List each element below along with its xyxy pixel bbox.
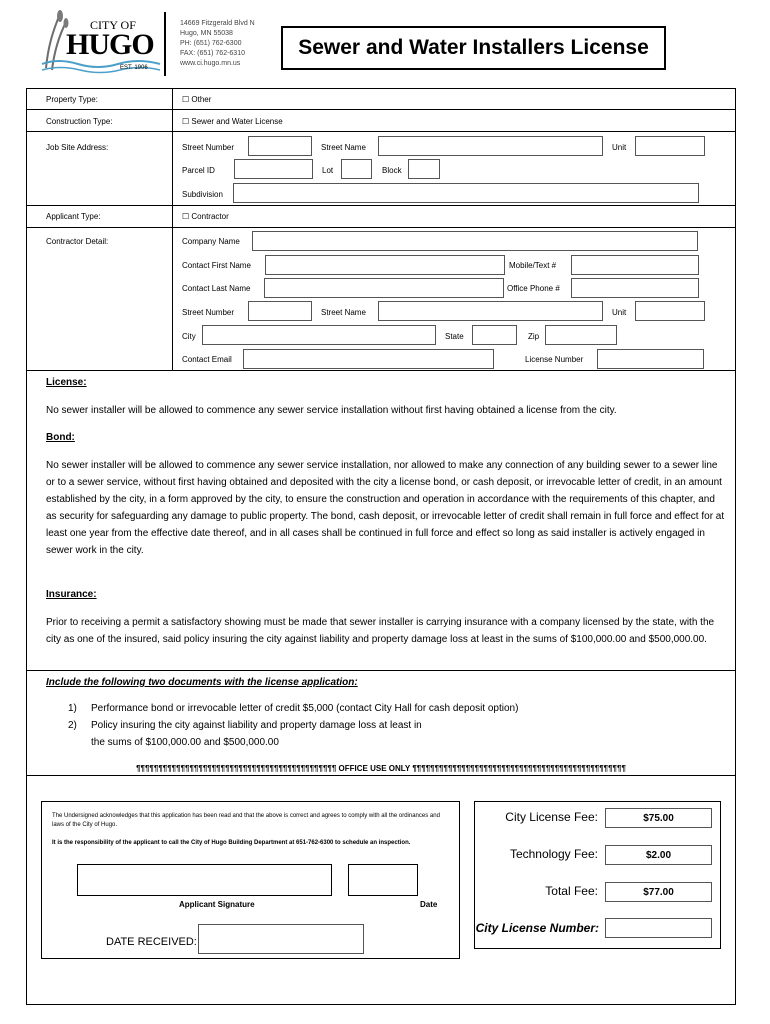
contact-first-name-label: Contact First Name — [182, 261, 251, 270]
row-divider — [27, 205, 735, 206]
office-phone-input[interactable] — [571, 278, 699, 298]
job-street-name-input[interactable] — [378, 136, 603, 156]
state-label: State — [445, 332, 464, 341]
license-heading: License: — [46, 377, 87, 388]
zip-label: Zip — [528, 332, 540, 341]
job-site-label: Job Site Address: — [46, 143, 109, 152]
address-line: 14669 Fitzgerald Blvd N — [180, 20, 255, 27]
row-divider — [27, 131, 735, 132]
city-license-number-label: City License Number: — [475, 921, 599, 935]
title-box — [281, 26, 666, 70]
contractor-checkbox[interactable]: ☐ Contractor — [182, 212, 229, 221]
logo-city-of: CITY OF — [90, 18, 136, 32]
job-street-number-label: Street Number — [182, 143, 235, 152]
city-address — [180, 19, 255, 69]
license-form — [26, 88, 736, 1005]
fee-box — [474, 801, 721, 949]
office-phone-label: Office Phone # — [507, 284, 560, 293]
subdivision-label: Subdivision — [182, 190, 223, 199]
parcel-id-label: Parcel ID — [182, 166, 215, 175]
logo-divider — [164, 12, 166, 76]
contractor-street-name-label: Street Name — [321, 308, 366, 317]
signature-input[interactable] — [77, 864, 332, 896]
technology-fee-value: $2.00 — [605, 845, 712, 865]
pilcrow-run: ¶¶¶¶¶¶¶¶¶¶¶¶¶¶¶¶¶¶¶¶¶¶¶¶¶¶¶¶¶¶¶¶¶¶¶¶¶¶¶¶¶¶¶¶¶¶¶¶ — [412, 764, 626, 773]
insurance-heading: Insurance: — [46, 589, 97, 600]
document-item: Performance bond or irrevocable letter of credit $5,000 (contact City Hall for cash deposit option) — [91, 703, 519, 714]
pilcrow-run: ¶¶¶¶¶¶¶¶¶¶¶¶¶¶¶¶¶¶¶¶¶¶¶¶¶¶¶¶¶¶¶¶¶¶¶¶¶¶¶¶¶¶¶¶¶ — [136, 764, 337, 773]
city-license-fee-label: City License Fee: — [505, 810, 598, 824]
technology-fee-label: Technology Fee: — [509, 847, 598, 861]
signature-label: Applicant Signature — [179, 900, 255, 909]
block-label: Block — [382, 166, 402, 175]
contractor-street-name-input[interactable] — [378, 301, 603, 321]
row-divider — [27, 370, 735, 371]
mobile-input[interactable] — [571, 255, 699, 275]
address-line: www.ci.hugo.mn.us — [180, 60, 241, 67]
page-title: Sewer and Water Installers License — [298, 36, 649, 59]
city-license-number-input[interactable] — [605, 918, 712, 938]
contact-first-name-input[interactable] — [265, 255, 505, 275]
office-use-divider — [27, 764, 735, 773]
contractor-unit-label: Unit — [612, 308, 627, 317]
address-line: FAX: (651) 762-6310 — [180, 50, 245, 57]
row-divider — [27, 227, 735, 228]
contractor-street-number-input[interactable] — [248, 301, 312, 321]
logo-est: EST. 1906 — [120, 65, 148, 71]
city-label: City — [182, 332, 196, 341]
lot-input[interactable] — [341, 159, 372, 179]
row-divider — [27, 775, 735, 776]
bond-text: No sewer installer will be allowed to commence any sewer service installation, nor allowed to make any connection of any building sewer to a sewer line or to a sewer service, without first having obtained and deposited with the city a license bond, or cash deposit, or irrevocable letter of credit, in an amount established by the city, in a form approved by the city, to ensure the construction and operation in accordance with the requirements of this chapter, and as security for safeguarding any damage to public property. The bond, cash deposit, or irrevocable letter of credit shall remain in full force and effect for at least one year from the effective date thereof, and in all cases shall be continued in full force and effect so long as said installer is actively engaged in sewer work in the city. — [46, 460, 725, 556]
row-divider — [27, 109, 735, 110]
sewer-water-license-checkbox[interactable]: ☐ Sewer and Water License — [182, 117, 283, 126]
document-num: 2) — [68, 720, 77, 731]
parcel-id-input[interactable] — [234, 159, 313, 179]
property-type-other-checkbox[interactable]: ☐ Other — [182, 95, 212, 104]
contact-email-label: Contact Email — [182, 355, 232, 364]
bond-heading: Bond: — [46, 432, 75, 443]
ack-text: The Undersigned acknowledges that this application has been read and that the above is correct and agrees to comply with all the ordinances and laws of the City of Hugo. — [52, 813, 440, 828]
date-received-input[interactable] — [198, 924, 364, 954]
job-street-name-label: Street Name — [321, 143, 366, 152]
block-input[interactable] — [408, 159, 440, 179]
city-logo — [38, 8, 164, 76]
company-name-input[interactable] — [252, 231, 698, 251]
address-line: PH: (651) 762-6300 — [180, 40, 242, 47]
job-unit-label: Unit — [612, 143, 627, 152]
subdivision-input[interactable] — [233, 183, 699, 203]
mobile-label: Mobile/Text # — [509, 261, 557, 270]
acknowledgement-box — [41, 801, 460, 959]
document-item: Policy insuring the city against liability and property damage loss at least in — [91, 720, 422, 731]
license-text: No sewer installer will be allowed to commence any sewer service installation without first having obtained a license from the city. — [46, 405, 617, 416]
total-fee-label: Total Fee: — [545, 884, 598, 898]
company-name-label: Company Name — [182, 237, 240, 246]
city-license-fee-value: $75.00 — [605, 808, 712, 828]
city-input[interactable] — [202, 325, 436, 345]
ack-bold-text: It is the responsibility of the applicant to call the City of Hugo Building Department at 651-762-6300 to schedule an inspection. — [52, 840, 411, 846]
job-unit-input[interactable] — [635, 136, 705, 156]
date-label: Date — [420, 900, 438, 909]
row-divider — [27, 670, 735, 671]
license-number-label: License Number — [525, 355, 584, 364]
contact-email-input[interactable] — [243, 349, 494, 369]
state-input[interactable] — [472, 325, 517, 345]
insurance-text: Prior to receiving a permit a satisfactory showing must be made that sewer installer is carrying insurance with a company licensed by the state, with the city as one of the insured, said policy insuring the city against liability and property damage loss at least in the sums of $100,000.00 and $500,000.00. — [46, 617, 715, 645]
contractor-street-number-label: Street Number — [182, 308, 235, 317]
contractor-unit-input[interactable] — [635, 301, 705, 321]
office-use-only-label: OFFICE USE ONLY — [338, 764, 411, 773]
total-fee-value: $77.00 — [605, 882, 712, 902]
job-street-number-input[interactable] — [248, 136, 312, 156]
logo-hugo: HUGO — [66, 28, 154, 61]
contact-last-name-input[interactable] — [264, 278, 504, 298]
contact-last-name-label: Contact Last Name — [182, 284, 251, 293]
date-received-label: DATE RECEIVED: — [106, 936, 197, 948]
document-num: 1) — [68, 703, 77, 714]
address-line: Hugo, MN 55038 — [180, 30, 233, 37]
construction-type-label: Construction Type: — [46, 117, 113, 126]
applicant-type-label: Applicant Type: — [46, 212, 101, 221]
property-type-label: Property Type: — [46, 95, 98, 104]
license-number-input[interactable] — [597, 349, 704, 369]
document-item-continued: the sums of $100,000.00 and $500,000.00 — [91, 737, 279, 748]
signature-date-input[interactable] — [348, 864, 418, 896]
lot-label: Lot — [322, 166, 334, 175]
documents-heading: Include the following two documents with the license application: — [46, 677, 358, 688]
zip-input[interactable] — [545, 325, 617, 345]
contractor-detail-label: Contractor Detail: — [46, 237, 109, 246]
